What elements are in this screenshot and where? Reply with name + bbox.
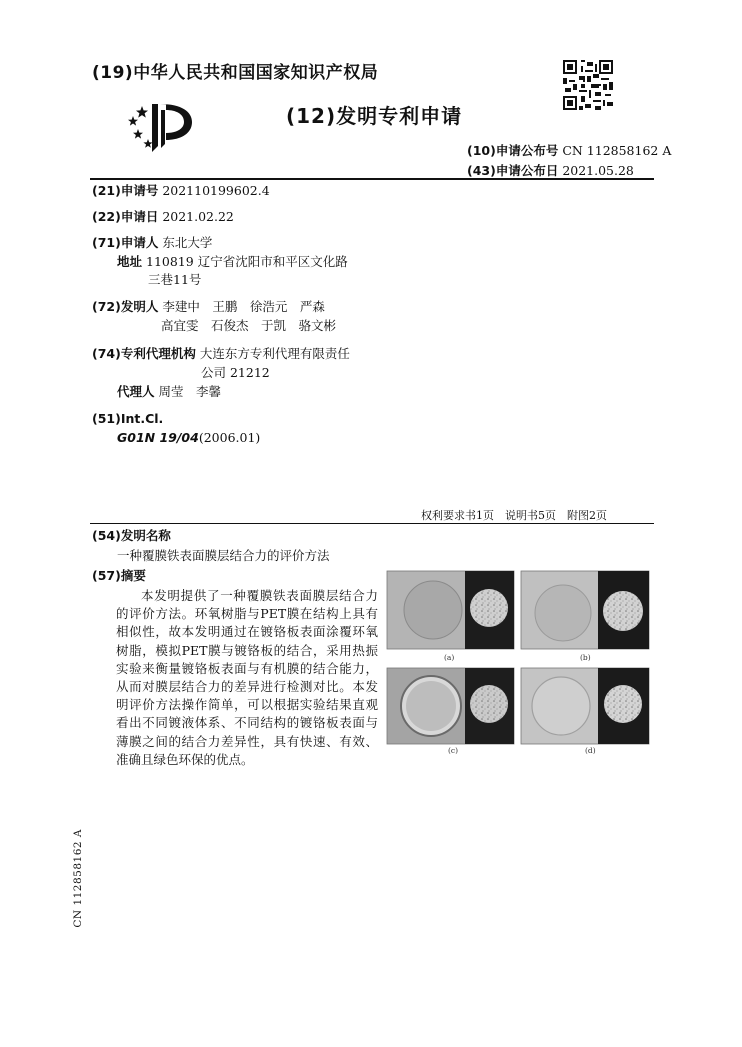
publication-date-line [467,161,634,179]
app-date-label: (22)申请日 [92,209,159,224]
abstract-label-text: (57)摘要 [92,568,146,583]
applicant-label: (71)申请人 [92,235,159,250]
header-divider [90,178,654,180]
page-counts: 权利要求书1页 说明书5页 附图2页 [421,509,607,522]
app-date-value: 2021.02.22 [162,209,234,224]
agent-value: 周莹 李馨 [158,384,222,399]
caption-b: (b) [580,653,591,662]
address-label: 地址 [117,254,143,269]
title-label-text: (54)发明名称 [92,528,171,543]
photo-c [387,668,514,744]
qr-code [563,60,613,110]
photo-d [521,668,649,744]
agency-line1: 大连东方专利代理有限责任 [199,346,350,361]
intcl-code-text: G01N 19/04 [117,430,199,445]
pub-date-label: (43)申请公布日 [467,163,559,178]
address-line1: 110819 辽宁省沈阳市和平区文化路 [146,254,348,269]
side-publication-number: CN 112858162 A [72,829,84,928]
app-no-label: (21)申请号 [92,183,159,198]
agency-label: (74)专利代理机构 [92,346,196,361]
agent [117,383,221,401]
caption-d: (d) [585,746,596,755]
pub-date-value: 2021.05.28 [562,163,634,178]
int-cl-label [92,410,163,428]
inventors [92,298,325,316]
photo-a [387,571,514,649]
publication-number-line [467,141,671,159]
application-number [92,182,270,200]
photo-b [521,571,649,649]
inventors-label: (72)发明人 [92,299,159,314]
address [117,253,348,271]
doc-type-title: (12)发明专利申请 [286,104,463,128]
agent-label: 代理人 [117,384,155,399]
patent-agency [92,345,350,363]
abstract-figure [385,568,653,760]
abstract-label [92,567,146,585]
invention-title-label [92,527,171,545]
inventors-line2: 高宜雯 石俊杰 于凯 骆文彬 [161,318,337,333]
intcl-label-text: (51)Int.Cl. [92,411,164,426]
application-date [92,208,234,226]
applicant-value: 东北大学 [162,235,213,250]
section-divider [90,523,654,524]
cnipa-emblem [122,100,194,156]
office-name: (19)中华人民共和国国家知识产权局 [92,63,379,83]
pub-number-label: (10)申请公布号 [467,143,559,158]
caption-a: (a) [444,653,455,662]
invention-title: 一种覆膜铁表面膜层结合力的评价方法 [117,548,330,563]
address-line2: 三巷11号 [148,272,202,287]
abstract-text: 本发明提供了一种覆膜铁表面膜层结合力的评价方法。环氧树脂与PET膜在结构上具有相似性，故本发明通过在镀铬板表面涂覆环氧树脂，模拟PET膜与镀铬板的结合，采用热振实验来衡量镀铬板表面与有机膜的结合能力，从而对膜层结合力的差异进行检测对比。本发明评价方法操作简单，可以根据实验结果直观看出不同镀液体系、不同结构的镀铬板表面与薄膜之间的结合力差异性，具有快速、有效、准确且绿色环保的优点。 [116,588,378,767]
applicant [92,234,212,252]
intcl-year-text: (2006.01) [198,430,261,445]
inventors-line1: 李建中 王鹏 徐浩元 严森 [162,299,325,314]
caption-c: (c) [448,746,459,755]
int-cl-code [117,429,260,447]
agency-line2: 公司 21212 [201,365,270,380]
app-no-value: 202110199602.4 [162,183,270,198]
pub-number-value: CN 112858162 A [562,143,672,158]
